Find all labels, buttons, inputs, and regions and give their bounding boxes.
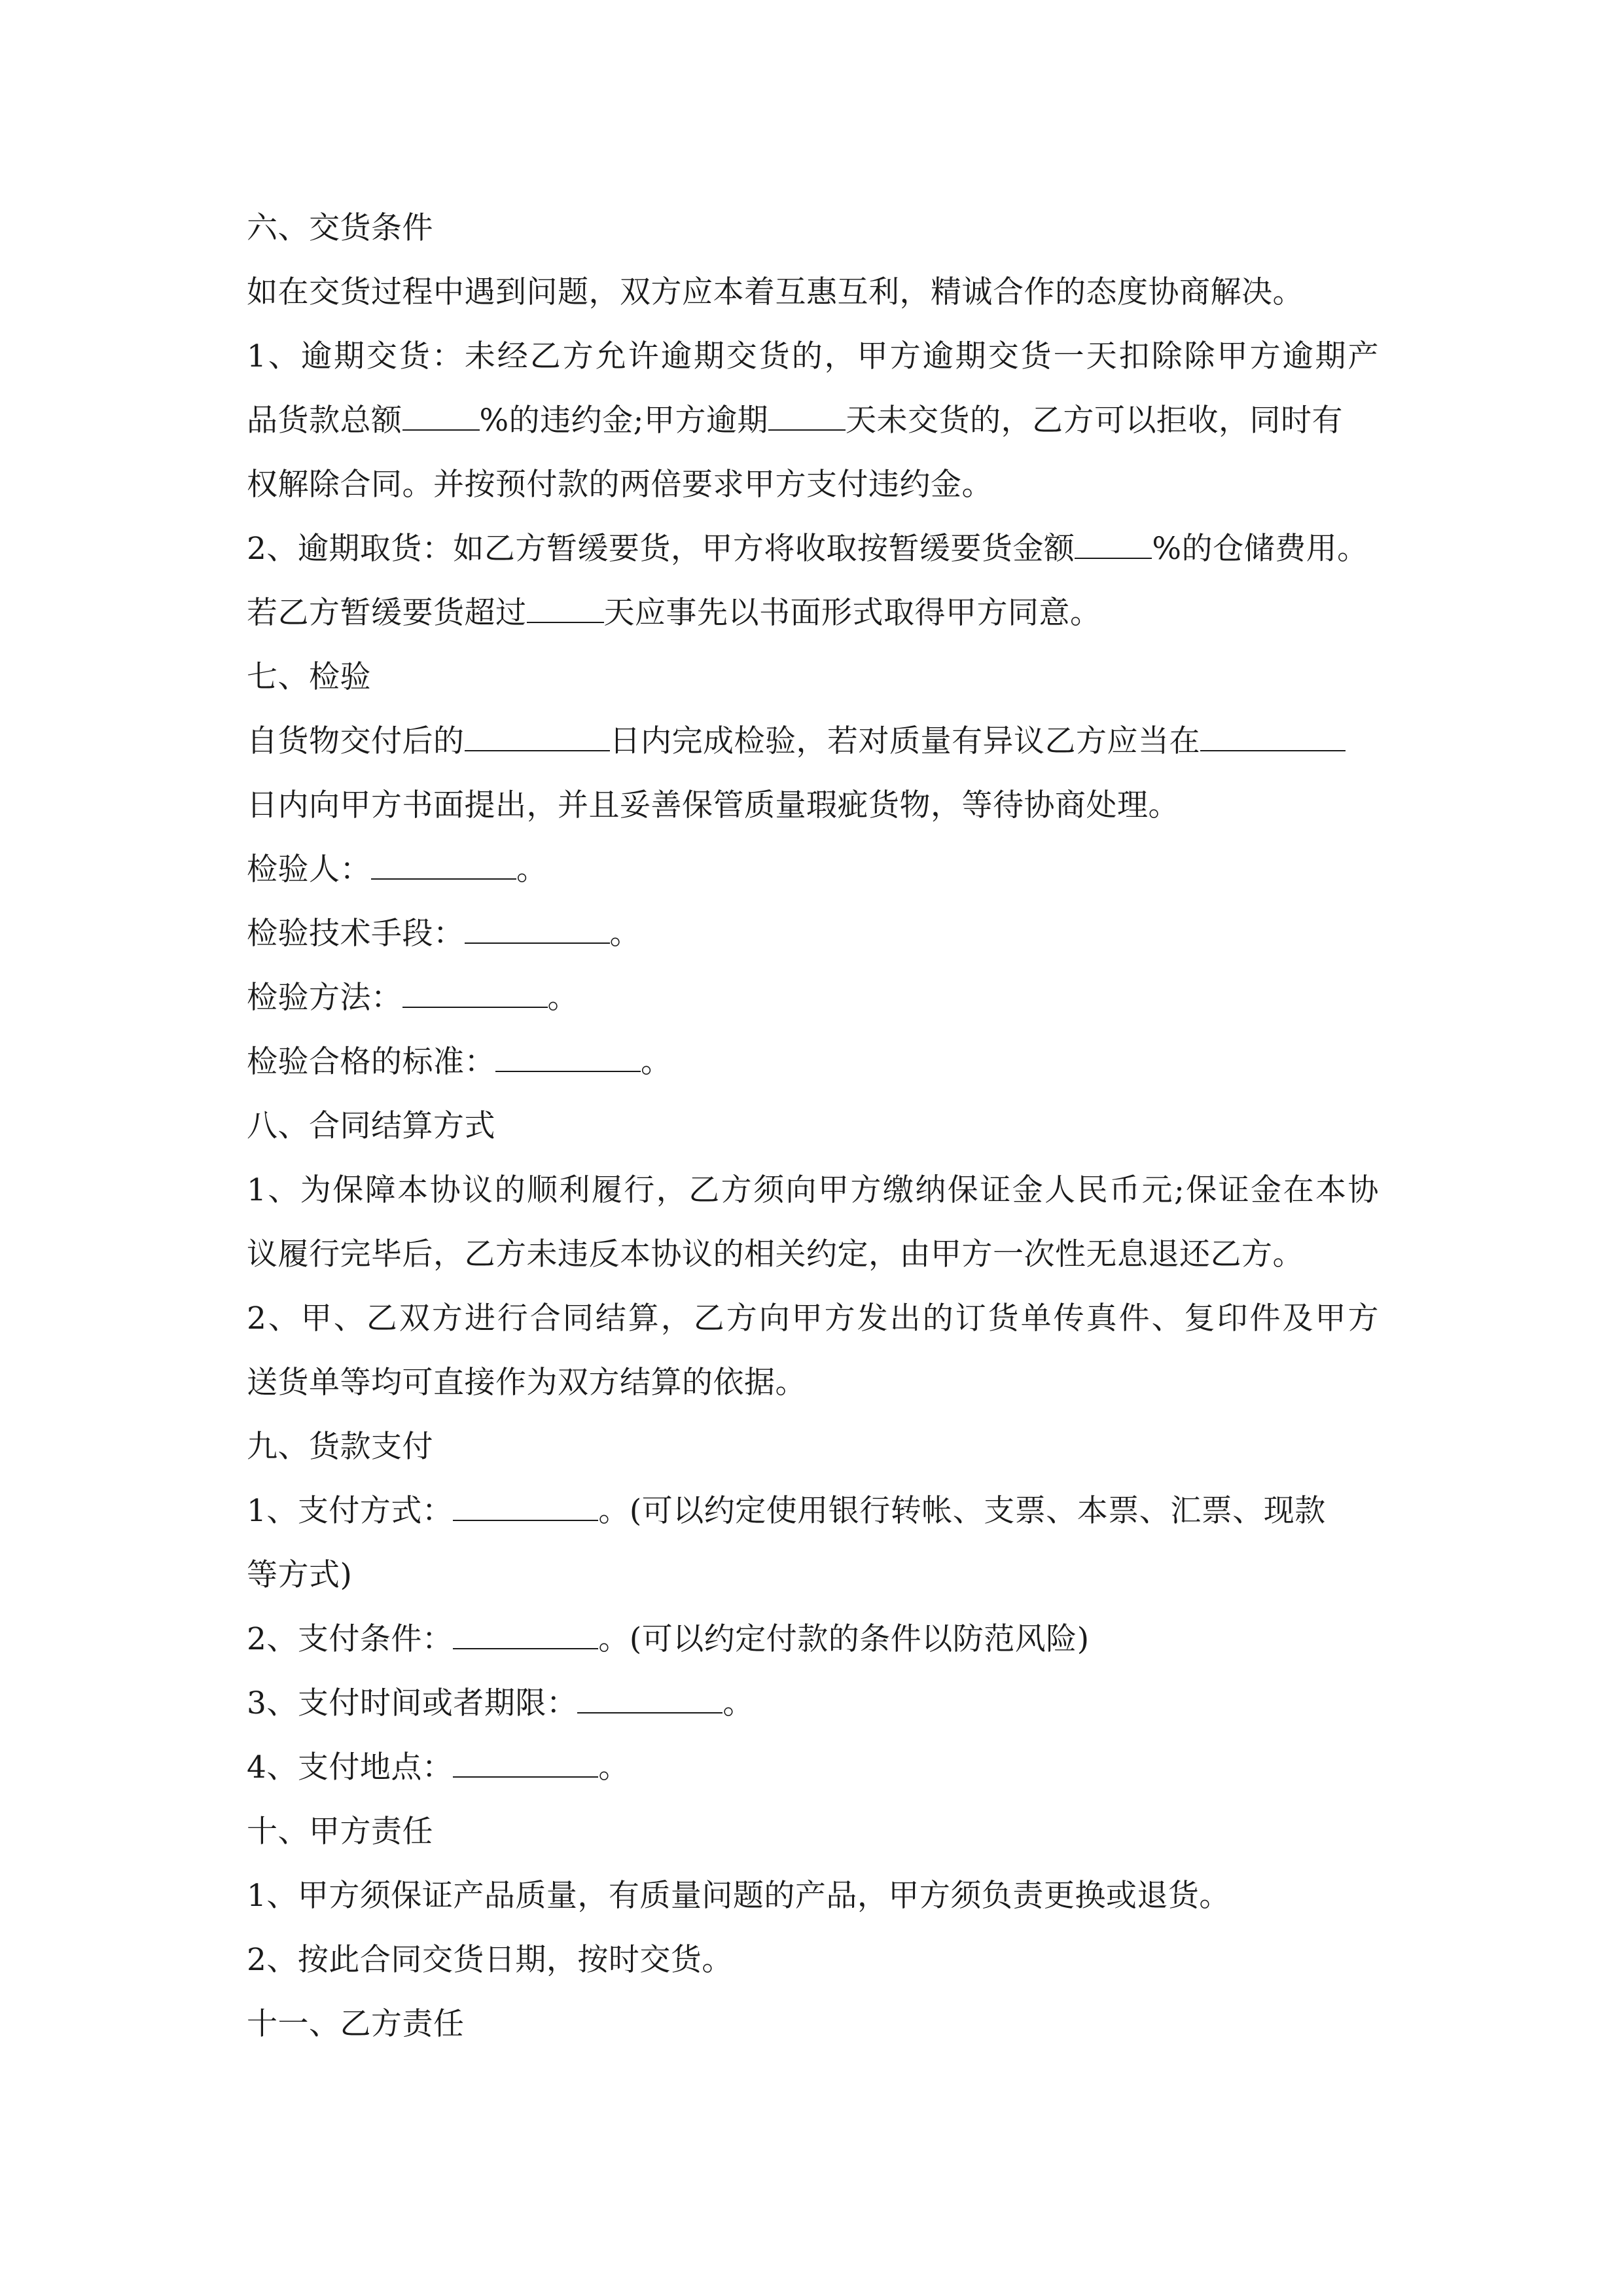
payment-place-blank[interactable]: [453, 1741, 598, 1778]
postpone-days-blank[interactable]: [527, 586, 604, 623]
section-10-item-2: 2、按此合同交货日期，按时交货。: [247, 1942, 733, 1978]
section-7-para-line-1: 自货物交付后的 日内完成检验，若对质量有异议乙方应当在: [247, 709, 1379, 774]
storage-fee-percent-blank[interactable]: [1075, 522, 1152, 559]
inspection-method-line: 检验方法： 。: [247, 966, 1379, 1030]
section-6-item-1-line-3: 权解除合同。并按预付款的两倍要求甲方支付违约金。: [247, 467, 993, 503]
inspection-days-blank[interactable]: [465, 715, 610, 751]
penalty-percent-blank[interactable]: [402, 394, 480, 431]
inspection-method-blank[interactable]: [402, 971, 548, 1008]
section-10-heading: 十、甲方责任: [247, 1814, 433, 1850]
payment-method-line: 1、支付方式： 。(可以约定使用银行转帐、支票、本票、汇票、现款: [247, 1479, 1379, 1543]
payment-method-blank[interactable]: [453, 1484, 598, 1521]
payment-time-blank[interactable]: [577, 1677, 722, 1713]
payment-condition-line: 2、支付条件： 。(可以约定付款的条件以防范风险): [247, 1607, 1379, 1672]
inspection-standard-blank[interactable]: [495, 1035, 641, 1072]
section-11-heading: 十一、乙方责任: [247, 2006, 465, 2042]
inspector-line: 检验人： 。: [247, 838, 1379, 902]
section-7-para-line-2: 日内向甲方书面提出，并且妥善保管质量瑕疵货物，等待协商处理。: [247, 787, 1179, 823]
section-10-item-1: 1、甲方须保证产品质量，有质量问题的产品，甲方须负责更换或退货。: [247, 1878, 1230, 1914]
section-6-item-2-line-1: 2、逾期取货：如乙方暂缓要货，甲方将收取按暂缓要货金额 %的仓储费用。: [247, 517, 1379, 581]
section-9-heading: 九、货款支付: [247, 1429, 433, 1465]
inspection-means-line: 检验技术手段： 。: [247, 902, 1379, 966]
section-8-item-1-line-1: 1、为保障本协议的顺利履行，乙方须向甲方缴纳保证金人民币元;保证金在本协: [247, 1172, 1379, 1208]
section-6-heading: 六、交货条件: [247, 210, 433, 246]
section-7-heading: 七、检验: [247, 659, 371, 695]
inspector-blank[interactable]: [371, 843, 516, 880]
payment-condition-blank[interactable]: [453, 1613, 598, 1649]
section-6-intro: 如在交货过程中遇到问题，双方应本着互惠互利，精诚合作的态度协商解决。: [247, 274, 1304, 310]
inspection-standard-line: 检验合格的标准： 。: [247, 1030, 1379, 1094]
payment-place-line: 4、支付地点： 。: [247, 1736, 1379, 1800]
payment-method-line-2: 等方式): [247, 1557, 353, 1593]
payment-time-line: 3、支付时间或者期限： 。: [247, 1672, 1379, 1736]
section-6-item-1-line-2: 品货款总额 %的违约金;甲方逾期 天未交货的，乙方可以拒收，同时有: [247, 389, 1379, 453]
section-8-heading: 八、合同结算方式: [247, 1108, 495, 1144]
section-8-item-2-line-1: 2、甲、乙双方进行合同结算，乙方向甲方发出的订货单传真件、复印件及甲方: [247, 1300, 1379, 1336]
section-8-item-2-line-2: 送货单等均可直接作为双方结算的依据。: [247, 1365, 806, 1401]
objection-days-blank[interactable]: [1200, 715, 1346, 751]
inspection-means-blank[interactable]: [465, 907, 610, 944]
section-6-item-2-line-2: 若乙方暂缓要货超过 天应事先以书面形式取得甲方同意。: [247, 581, 1379, 645]
section-6-item-1-line-1: 1、逾期交货：未经乙方允许逾期交货的，甲方逾期交货一天扣除除甲方逾期产: [247, 338, 1379, 374]
overdue-days-blank[interactable]: [768, 394, 846, 431]
section-8-item-1-line-2: 议履行完毕后，乙方未违反本协议的相关约定，由甲方一次性无息退还乙方。: [247, 1236, 1304, 1272]
